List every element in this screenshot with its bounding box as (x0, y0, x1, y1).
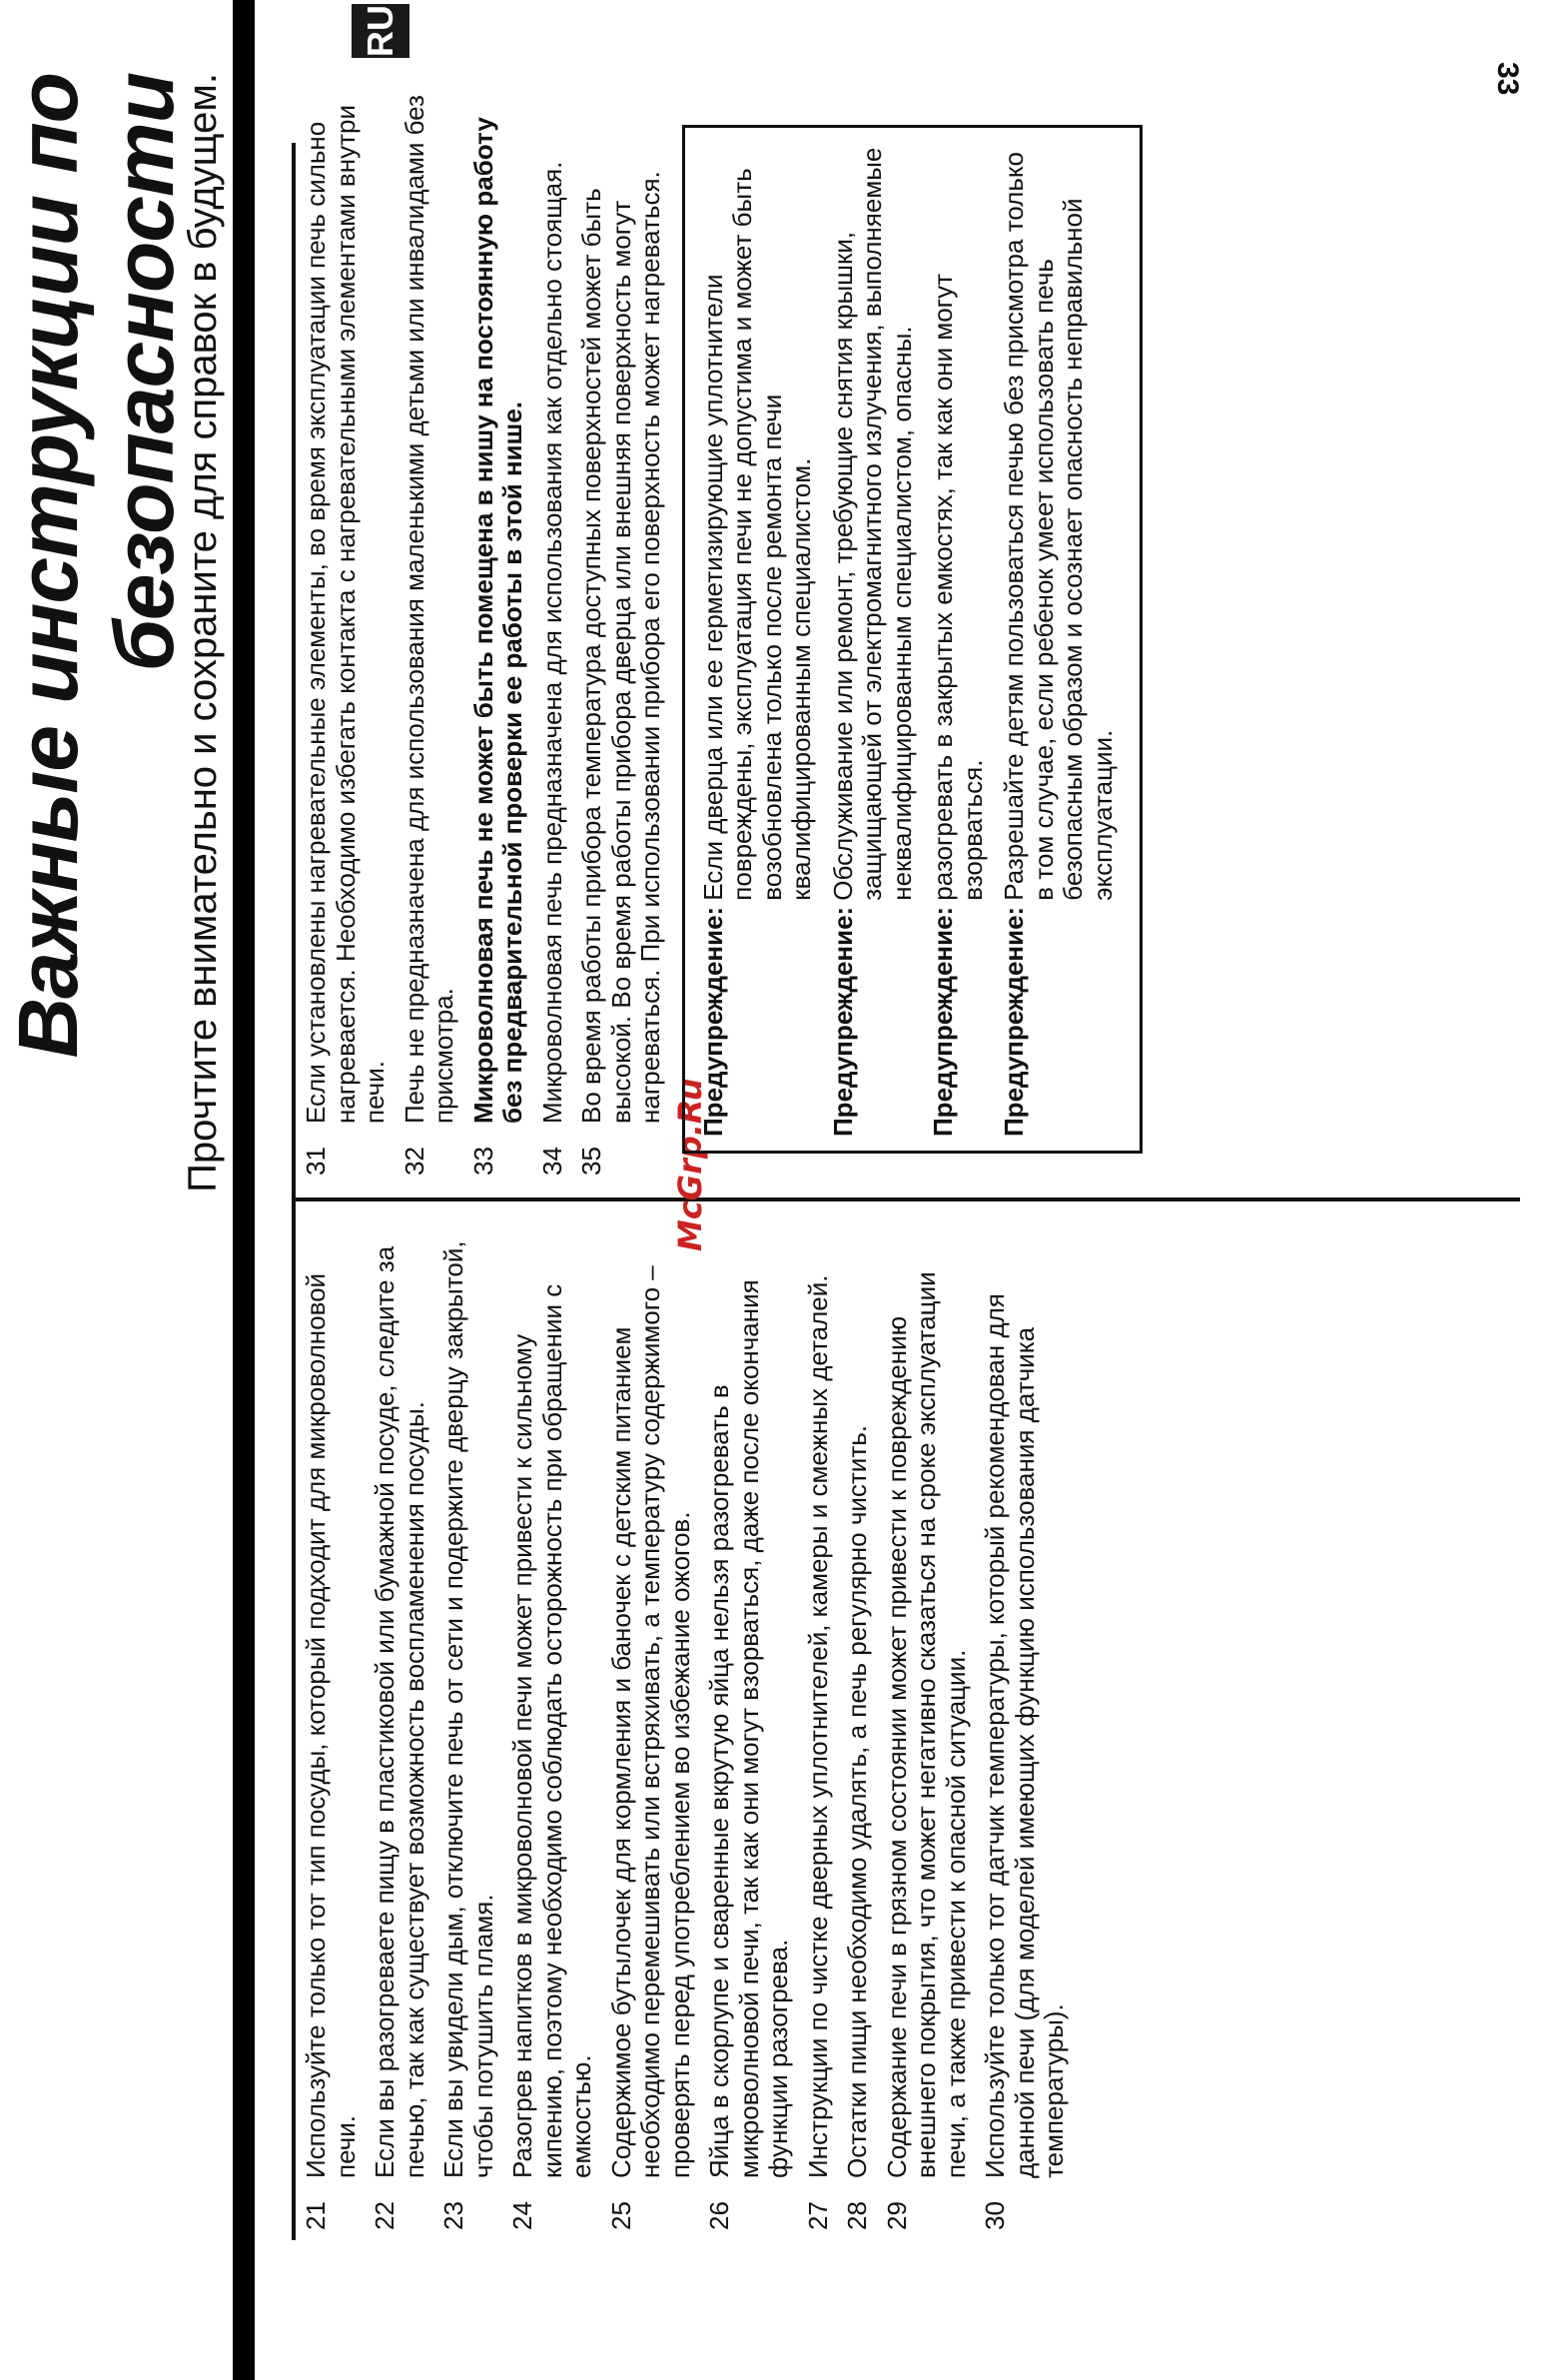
warning-item: Предупреждение: Разрешайте детям пользоваться печью без присмотра только в том случае, если ребенок умеет использовать печь безопасным образом и осознает опасность неправильной эксплуатации. (999, 151, 1118, 1137)
warning-item: Предупреждение: Если дверца или ее герметизирующие уплотнители повреждены, эксплуатация печи не допустима и может быть возобновлена только после ремонта печи квалифицированным специалистом. (697, 168, 816, 1137)
warning-label: Предупреждение: (827, 906, 858, 1137)
list-item: 26 Яйца в скорлупе и сваренные вкрутую яйца нельзя разогревать в микроволновой печи, так как они могут взорваться, даже после окончания функции разогрева. (704, 1279, 793, 2230)
list-item: 30 Используйте только тот датчик температуры, который рекомендован для данной печи (для моделей имеющих функцию использования датчика температуры). (980, 1293, 1069, 2230)
list-item: 34 Микроволновая печь предназначена для использования как отдельно стоящая. (536, 161, 567, 1176)
page-number: 33 (1491, 62, 1524, 96)
list-item: 25 Содержимое бутылочек для кормления и баночек с детским питанием необходимо перемешивать или встряхивать, а температуру содержимого – проверять перед употреблением во избежание ожогов. (605, 1265, 695, 2230)
list-item: 24 Разогрев напитков в микроволновой печи может привести к сильному кипению, поэтому необходимо соблюдать осторожность при обращении с емкостью. (507, 1283, 596, 2230)
list-item: 22 Если вы разогреваете пищу в пластиковой или бумажной посуде, следите за печью, так как существует возможность воспламенения посуды. (370, 1245, 429, 2230)
column-divider (292, 1197, 1520, 1201)
watermark: McGrp.Ru (671, 1078, 709, 1251)
list-item: 32 Печь не предназначена для использования маленькими детьми или инвалидами без присмотра. (398, 95, 458, 1176)
list-item: 28 Остатки пищи необходимо удалять, а печь регулярно чистить. (842, 1424, 872, 2230)
list-item: 33 Микроволновая печь не может быть помещена в нишу на постоянную работу без предварительной проверки ее работы в этой нише. (467, 117, 527, 1176)
warning-label: Предупреждение: (697, 906, 728, 1137)
list-item: 21 Используйте только тот тип посуды, который подходит для микроволновой печи. (301, 1272, 361, 2230)
warning-item: Предупреждение: Обслуживание или ремонт, требующие снятия крышки, защищающей от электромагнитного излучения, выполняемые неквалифицированным специалистом, опасны. (827, 147, 917, 1137)
page-subtitle: Прочтите внимательно и сохраните для справок в будущем. (181, 73, 225, 1192)
list-item: 31 Если установлены нагревательные элементы, во время эксплуатации печь сильно нагревается. Необходимо избегать контакта с нагревательными элементами внутри печи. (301, 105, 390, 1176)
list-item: 23 Если вы увидели дым, отключите печь от сети и подержите дверцу закрытой, чтобы потушить пламя. (438, 1240, 498, 2230)
list-item: 27 Инструкции по чистке дверных уплотнителей, камеры и смежных деталей. (802, 1274, 833, 2230)
warning-label: Предупреждение: (999, 906, 1029, 1137)
right-column (302, 77, 1137, 1176)
horizontal-rule (292, 143, 296, 2240)
warnings-box (682, 125, 1144, 1154)
list-item: 35 Во время работы прибора температура доступных поверхностей может быть высокой. Во время работы прибора дверца или внешняя поверхность могут нагреваться. При использовании прибора его поверхность может нагреваться. (576, 171, 665, 1176)
language-badge: RU (352, 4, 409, 58)
left-column (302, 1221, 1080, 2230)
warning-item: Предупреждение: разогревать в закрытых емкостях, так как они могут взорваться. (928, 273, 988, 1137)
list-item: 29 Содержание печи в грязном состоянии может привести к повреждению внешнего покрытия, что может негативно сказаться на сроке эксплуатации печи, а также привести к опасной ситуации. (881, 1271, 971, 2230)
warning-label: Предупреждение: (928, 906, 958, 1137)
page-title: Важные инструкции по безопасности (1, 73, 191, 1059)
